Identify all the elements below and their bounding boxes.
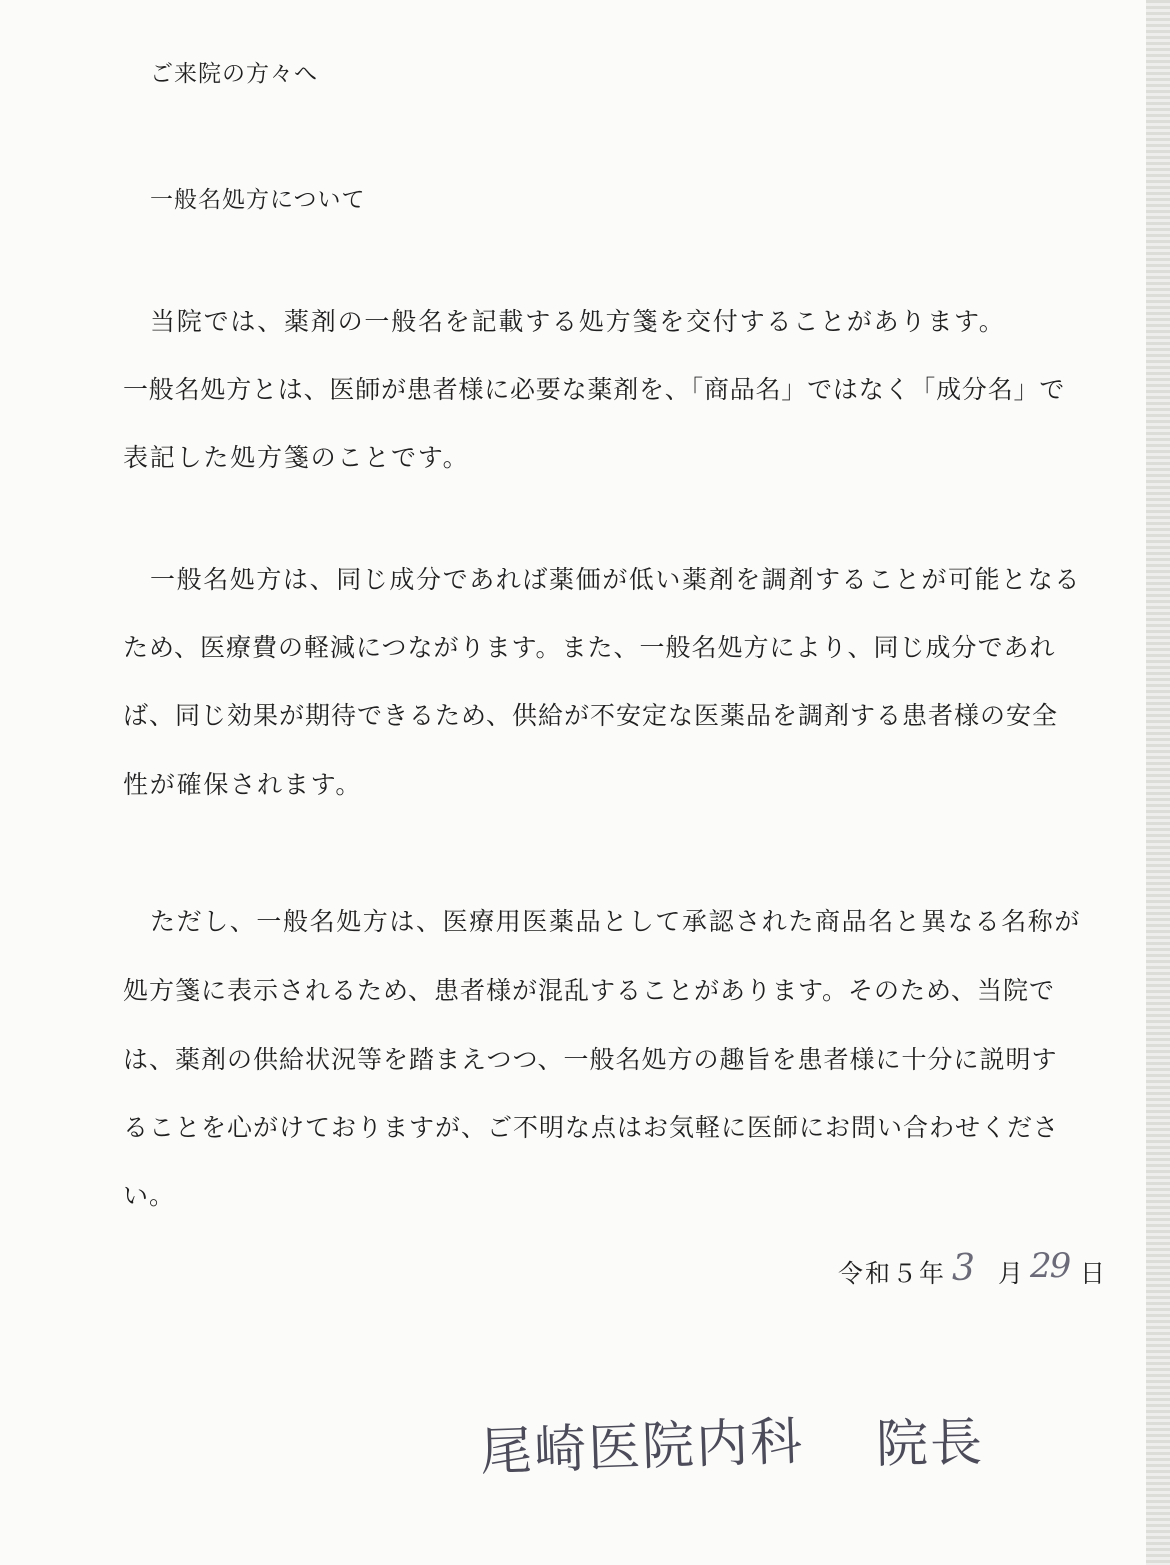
paragraph-2-line-3: ば、同じ効果が期待できるため、供給が不安定な医薬品を調剤する患者様の安全	[123, 701, 1059, 730]
date-era-year: 令和５年	[838, 1259, 947, 1288]
subject-heading: 一般名処方について	[150, 187, 366, 213]
paragraph-3-line-2: 処方箋に表示されるため、患者様が混乱することがあります。そのため、当院で	[123, 976, 1056, 1005]
paragraph-1-line-3: 表記した処方箋のことです。	[123, 443, 470, 472]
date-day-label: 日	[1080, 1259, 1107, 1288]
paragraph-3-line-5: い。	[123, 1181, 176, 1210]
signature-clinic-name: 尾崎医院内科	[479, 1411, 806, 1483]
salutation: ご来院の方々へ	[150, 61, 318, 87]
signature-title: 院長	[875, 1413, 985, 1475]
paragraph-1-line-1: 当院では、薬剤の一般名を記載する処方箋を交付することがあります。	[150, 307, 1006, 336]
date-month-label: 月	[998, 1259, 1025, 1288]
paragraph-3-line-1: ただし、一般名処方は、医療用医薬品として承認された商品名と異なる名称が	[150, 907, 1082, 936]
paragraph-3-line-3: は、薬剤の供給状況等を踏まえつつ、一般名処方の趣旨を患者様に十分に説明す	[123, 1045, 1058, 1074]
paragraph-2-line-2: ため、医療費の軽減につながります。また、一般名処方により、同じ成分であれ	[123, 633, 1056, 662]
paragraph-2-line-1: 一般名処方は、同じ成分であれば薬価が低い薬剤を調剤することが可能となる	[150, 565, 1082, 594]
date-day-handwritten: 29	[1030, 1246, 1070, 1286]
date-month-handwritten: 3	[952, 1248, 975, 1289]
paragraph-1-line-2: 一般名処方とは、医師が患者様に必要な薬剤を、「商品名」ではなく「成分名」で	[123, 375, 1066, 404]
paragraph-2-line-4: 性が確保されます。	[123, 770, 363, 799]
paragraph-3-line-4: ることを心がけておりますが、ご不明な点はお気軽に医師にお問い合わせくださ	[123, 1113, 1060, 1142]
paper-edge	[1146, 0, 1170, 1565]
